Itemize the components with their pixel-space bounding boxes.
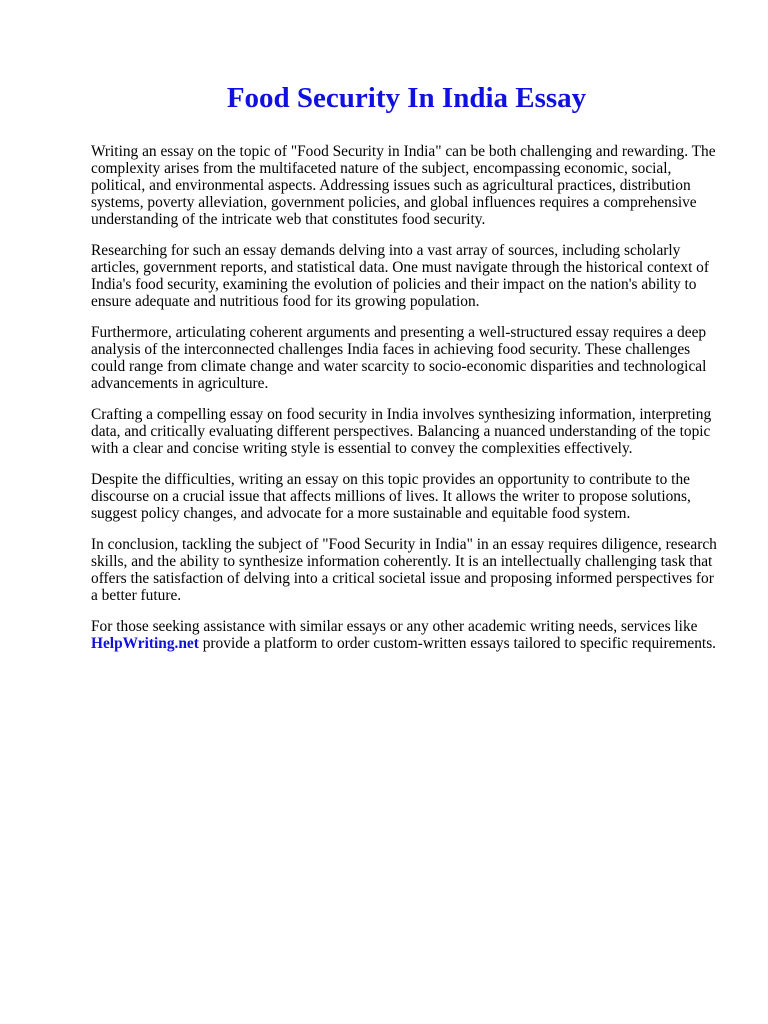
paragraph-difficulties: Despite the difficulties, writing an essay on this topic provides an opportunity to contribute to the discourse on a crucial issue that affects millions of lives. It allows the writer to propose solutions, suggest policy changes, and advocate for a more sustainable and equitable food system. [91,471,691,522]
document-title: Food Security In India Essay [226,82,587,114]
paragraph-intro: Writing an essay on the topic of "Food Security in India" can be both challenging and rewarding. The complexity arises from the multifaceted nature of the subject, encompassing economic, social, political, and environmental aspects. Addressing issues such as agricultural practices, distribution systems, poverty alleviation, government policies, and global influences requires a comprehensive understanding of the intricate web that constitutes food security. [91,143,716,228]
paragraph-crafting: Crafting a compelling essay on food security in India involves synthesizing information, interpreting data, and critically evaluating different perspectives. Balancing a nuanced understanding of the topic with a clear and concise writing style is essential to convey the complexities effectively. [91,406,712,457]
closing-text-before-link: For those seeking assistance with similar essays or any other academic writing needs, services like [91,618,698,635]
paragraph-arguments: Furthermore, articulating coherent arguments and presenting a well-structured essay requires a deep analysis of the interconnected challenges India faces in achieving food security. These challenges could range from climate change and water scarcity to socio-economic disparities and technological advancements in agriculture. [91,324,707,392]
paragraph-research: Researching for such an essay demands delving into a vast array of sources, including scholarly articles, government reports, and statistical data. One must navigate through the historical context of India's food security, examining the evolution of policies and their impact on the nation's ability to ensure adequate and nutritious food for its growing population. [91,242,710,310]
helpwriting-link[interactable]: HelpWriting.net [91,635,199,652]
closing-text-after-link: provide a platform to order custom-written essays tailored to specific requirements. [198,635,717,652]
paragraph-conclusion: In conclusion, tackling the subject of "Food Security in India" in an essay requires diligence, research skills, and the ability to synthesize information coherently. It is an intellectually challenging task that offers the satisfaction of delving into a critical societal issue and proposing informed perspectives for a better future. [91,536,717,604]
paragraph-closing [91,618,722,652]
